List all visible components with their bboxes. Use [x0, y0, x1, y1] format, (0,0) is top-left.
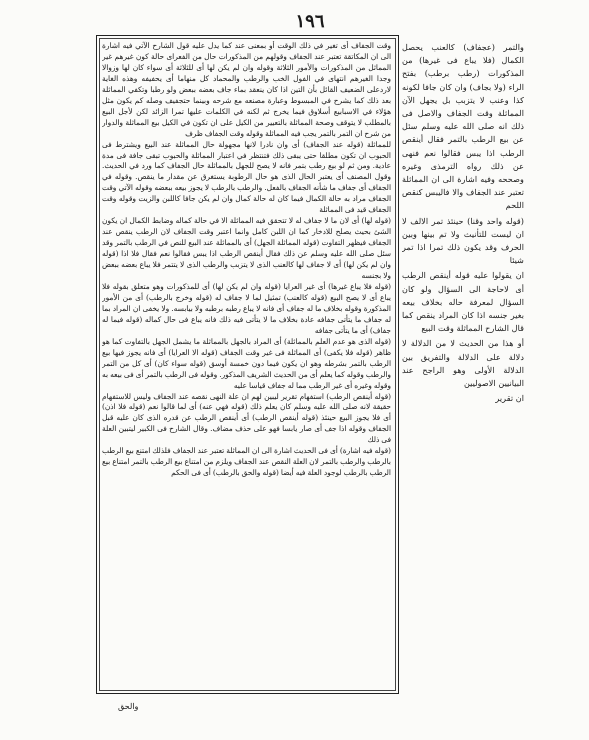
main-text-paragraph: وقت الجفاف أى تغير في ذلك الوقت أو بمعنى عند كما يدل عليه قول الشارح الآتي فيه اشارة الى ان المكاتقة تعتبر عند الجفاف وقولهم من المذكورات حال من الفعراى حالة كون غيرهم غير المماثل من المذكورات والأمور الثلاثة وقوله وان لم يكن لها أى للثلاثة أى سواء كان لها وزوالا وجدا الغيرهم انتهاى في الفول الخب والرطب والمحماد كل منهاما أى يحفيفه وهذه الغاية لاردعلى الضعيف القائل بأن التين اذا كان ينعقد بماء جاف بعضه ببعض ولو رطبا وتكفي المماثلة بعد ذلك كما يشرح في المبسوط وعبارة مصنعه مع شرحه وبينما حتجفيف وصله كم يكون مثل هؤلاء في الاسبابيع أسلاوق فيما يخرج ثم لكنه في الكلمات عليها تمرا الزائد لكن لأجل البيع بالمطلب لا يتوقف وصحة المماثلة بالتعيير من الكيل على ان تكون في الكيل بيع المماثلة والدوار من شرح ان التمر بالتمر يجب فيه المماثلة وقوله وقت الجفاف ظرف [102, 41, 391, 138]
catchword: والحق [118, 702, 139, 711]
margin-paragraph: والتمر (عجفاف) كالعنب يحصل الكمال (فلا يباع فى غيرها) من المذكورات (رطب برطب) بفتح الراء (ولا بجاف) وان كان جافا لكونه كذا وعنب لا يتزبب بل يجهل الآن المماثلة وقت الجفاف والاصل فى ذلك انه صلى الله عليه وسلم سئل عن بيع الرطب بالتمر فقال أينقص الرطب اذا يبس فقالوا نعم فنهى عن ذلك رواه الترمذى وغيره وصححه وفيه اشارة الى ان المماثلة تعتبر عند الجفاف والا فاليبس كنقص اللحم [402, 42, 524, 211]
main-text-paragraph: (قوله فلا يباع غيرها) أى غير العرايا (قوله وان لم يكن لها) أى للمذكورات وهو متعلق بقوله فلا يباع أى لا يصح البيع (قوله كالعنب) تمثيل لما لا جفاف له (قوله وخرج بالرطب) أى من الأمور المذكورة وقوله بخلاف ما له جفاف أى فانه لا يباع رطبه برطبه ولا بيابسه. ولا يخفى ان المراد بما له جفاف ما يتأتى جفافه عادة بخلاف ما لا يتأتى فيه ذلك فانه يباع فى حال كماله (قوله فيما له جفاف) أى ما يتأتى جفافه [102, 281, 391, 335]
main-text-paragraph: (قوله الذى هو عدم العلم بالمماثلة) أى المراد بالجهل بالمماثلة ما يشمل الجهل بالتفاوت كما هو ظاهر (قوله فلا يكفى) أى المماثلة فى غير وقت الجفاف (قوله الا العرايا) أى فانه يجوز فيها بيع الرطب بالتمر بشرطه وهو ان يكون فيما دون خمسة أوسق (قوله سواء كان) أى كل من التمر والرطب وقوله كما يعلم أى من الحديث الشريف المذكور. وقوله فى الرطب بالتمر أى فى بيعه به وقوله وغيره أى غير الرطب مما له جفاف قياسا عليه [102, 336, 391, 390]
page-number: ١٩٦ [295, 11, 325, 32]
margin-paragraph: ان تقرير [495, 393, 524, 404]
main-commentary-text [102, 41, 391, 686]
main-text-paragraph: للمماثلة (قوله عند الجفاف) أى وان نادرا لانها مجهولة حال المماثلة عند البيع ويشترط فى الحبوب ان تكون مطلقا حتى يبقى ذلك فتنتظر في اعتبار المماثلة والحبوب تبقى جافة فى مدة عادية. ومن ثم لو بيع رطب بتمر فانه لا يصح للجهل بالمماثلة حال الجفاف كما ورد في الحديث. وقول المصنف أى يعتبر الحال الذى هو حال الرطوبة يستغرق عن مقدار ما ينقص. وقوله في الجفاف أى جفاف ما شأنه الجفاف بالفعل. والرطب بالرطب لا يجوز بيعه ببعضه وقوله الآتي وقت الجفاف مراد به حالة الكمال فيما كان له حالة كمال وان لم يكن جافا كاللبن والزيت وقوله وقت الجفاف قيد فى المماثلة [102, 139, 391, 215]
margin-paragraph: ان يقولوا عليه قوله أينقص الرطب أى لاحاجة الى السؤال ولو كان السؤال لمعرفة حاله بخلاف بيعه بغير جنسه اذا كان المراد ينقص كما قال الشارح المماثلة وقت البيع [402, 270, 524, 334]
main-text-paragraph: (قوله فيه اشارة) أى فى الحديث اشارة الى ان المماثلة تعتبر عند الجفاف فلذلك امتنع بيع الرطب بالرطب والرطب بالتمر لان العلة النقص عند الجفاف ويلزم من امتناع بيع الرطب بالتمر امتناع بيع الرطب بالرطب لوجود العلة فيه أيضا (قوله والحق بالرطب) أى فى الحكم [102, 446, 391, 478]
margin-paragraph: (قوله واحد وقنا) حينئذ تمر الالف لا ان ليست للتأنيث ولا تم بينها وبين الحرف وقد يكون ذلك تمرا اذا تمر شيئا [402, 215, 524, 266]
margin-paragraph: أو هذا من الحديث لا من الدلالة لا دلالة على الدلالة والتفريق بين الدلالة الأولى وهو الراجح عند البيانيين الاصوليين [402, 338, 524, 389]
main-text-paragraph: (قوله أينقص الرطب) استفهام تقرير ليبين لهم ان علة النهى نقصه عند الجفاف وليس للاستفهام حقيقة لانه صلى الله عليه وسلم كان يعلم ذلك (قوله فهي عنه) أى لما قالوا نعم (قوله فلا اذن) أى فلا يجوز البيع حينئذ (قوله أينقص الرطب) أى أينقص الرطب عن قدره الذى كان عليه قبل الجفاف وقوله اذا جف أى صار يابسا فهو على حذف مضاف. وقال الشارح فى الكبير ليتبين العلة فى ذلك [102, 391, 391, 445]
marginal-gloss [402, 41, 524, 601]
main-text-paragraph: (قوله لها) أى لان ما لا جفاف له لا تتحقق فيه المماثلة الا في حالة كماله وضابط الكمال ان يكون الشئ بحيث يصلح للادخار كما ان اللبن كامل وانما اعتبر وقت الجفاف لان الرطب ينقص عند الجفاف فيظهر التفاوت (قوله المماثلة الجهل) أى بالمماثلة عند البيع للنص في الرطب بالتمر وقد سئل صلى الله عليه وسلم عن ذلك فقال أينقص الرطب اذا يبس فقالوا نعم فقال فلا اذا (قوله وان لم يكن لها) أى لا جفاف لها كالعنب الذى لا يتزبب والرطب الذى لا يتتمر فلا يباع بعضه ببعض ولا بجنسه [102, 216, 391, 281]
